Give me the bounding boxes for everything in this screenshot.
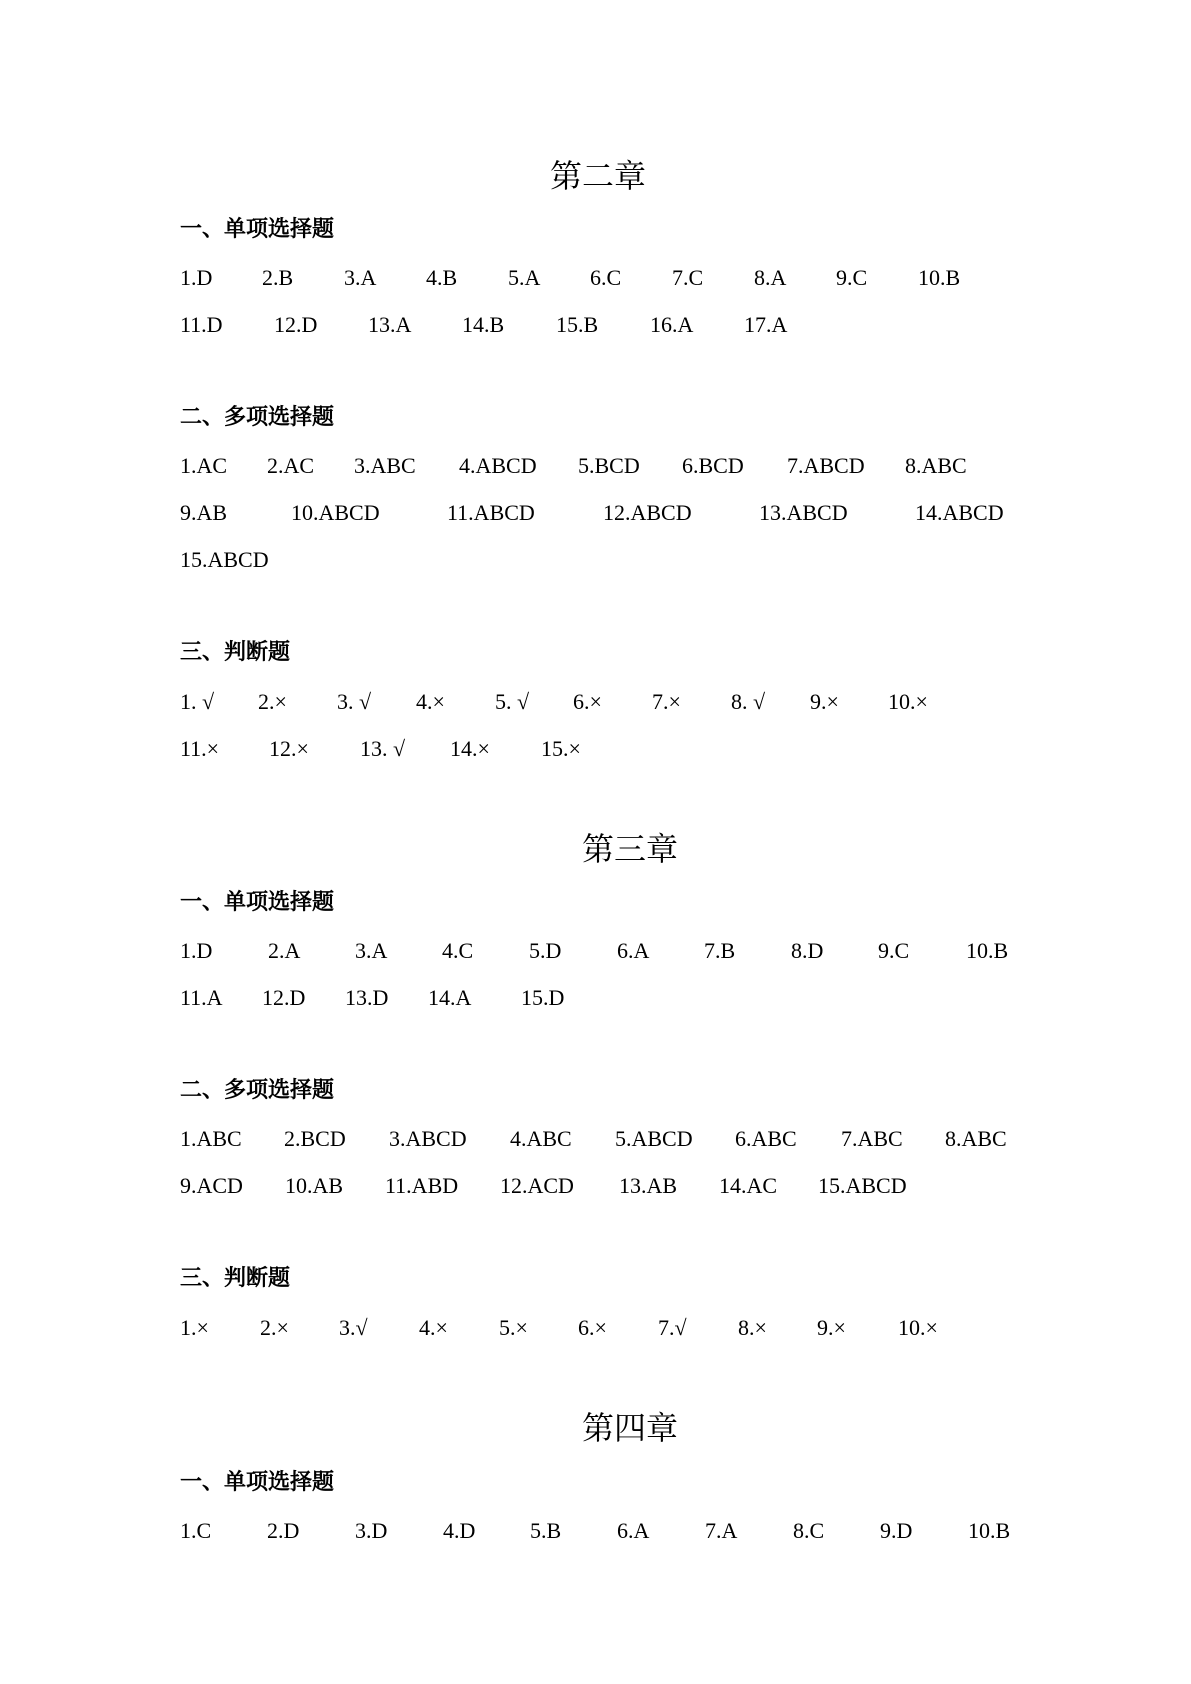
answer-item: 6.×	[573, 689, 602, 714]
chapter-title: 第三章	[582, 831, 679, 867]
answer-item: 9.×	[817, 1315, 846, 1340]
section-title: 三、判断题	[180, 1266, 291, 1291]
answer-item: 11.×	[180, 736, 220, 761]
answer-item: 1.C	[180, 1518, 212, 1543]
answer-item: 5.A	[508, 265, 541, 290]
answer-item: 10.B	[918, 265, 961, 290]
chapter-title: 第二章	[550, 158, 647, 194]
answer-item: 11.D	[180, 312, 223, 337]
section-title: 三、判断题	[180, 640, 291, 665]
answer-item: 13.AB	[619, 1173, 678, 1198]
answer-item: 14.ABCD	[915, 500, 1004, 525]
answer-item: 2.D	[267, 1518, 300, 1543]
answer-item: 11.A	[180, 985, 223, 1010]
answer-item: 10.ABCD	[291, 500, 380, 525]
answer-item: 1.AC	[180, 453, 228, 478]
answer-item: 15.B	[556, 312, 599, 337]
answer-item: 9.D	[880, 1518, 913, 1543]
answer-item: 7.A	[705, 1518, 738, 1543]
answer-item: 1.D	[180, 265, 213, 290]
answer-item: 3.A	[355, 938, 388, 963]
answer-item: 9.C	[878, 938, 910, 963]
answer-item: 10.×	[888, 689, 928, 714]
answer-item: 2.×	[260, 1315, 289, 1340]
answer-item: 8.×	[738, 1315, 767, 1340]
answer-item: 14.AC	[719, 1173, 778, 1198]
answer-item: 7.ABC	[841, 1126, 903, 1151]
answer-item: 1.D	[180, 938, 213, 963]
answer-item: 14.×	[450, 736, 490, 761]
answer-item: 11.ABD	[385, 1173, 459, 1198]
answer-item: 4.×	[416, 689, 445, 714]
answer-item: 13. √	[360, 736, 406, 761]
answer-item: 16.A	[650, 312, 694, 337]
chapter-title: 第四章	[582, 1410, 679, 1446]
answer-item: 15.ABCD	[180, 547, 269, 572]
answer-item: 5.D	[529, 938, 562, 963]
answer-item: 4.D	[443, 1518, 476, 1543]
answer-item: 5.ABCD	[615, 1126, 693, 1151]
answer-item: 3.ABC	[354, 453, 416, 478]
answer-item: 7.√	[658, 1315, 687, 1340]
answer-item: 15.ABCD	[818, 1173, 907, 1198]
answer-item: 4.C	[442, 938, 474, 963]
section-title: 二、多项选择题	[180, 1078, 335, 1103]
answer-item: 15.D	[521, 985, 565, 1010]
answer-item: 2.×	[258, 689, 287, 714]
answer-item: 10.B	[968, 1518, 1011, 1543]
answer-item: 8.ABC	[905, 453, 967, 478]
answer-item: 3.A	[344, 265, 377, 290]
answer-item: 9.×	[810, 689, 839, 714]
answer-item: 4.B	[426, 265, 458, 290]
answer-item: 13.A	[368, 312, 412, 337]
answer-item: 14.A	[428, 985, 472, 1010]
answer-item: 9.C	[836, 265, 868, 290]
answer-item: 12.×	[269, 736, 309, 761]
answer-item: 1.ABC	[180, 1126, 242, 1151]
answer-item: 6.C	[590, 265, 622, 290]
answer-item: 8. √	[731, 689, 766, 714]
answer-item: 8.A	[754, 265, 787, 290]
answer-item: 2.AC	[267, 453, 315, 478]
answer-item: 13.D	[345, 985, 389, 1010]
answer-item: 2.BCD	[284, 1126, 346, 1151]
answer-item: 1. √	[180, 689, 215, 714]
answer-item: 5.BCD	[578, 453, 640, 478]
answer-item: 7.×	[652, 689, 681, 714]
answer-item: 14.B	[462, 312, 505, 337]
answer-item: 8.C	[793, 1518, 825, 1543]
answer-item: 4.×	[419, 1315, 448, 1340]
answer-item: 11.ABCD	[447, 500, 535, 525]
answer-item: 5.×	[499, 1315, 528, 1340]
section-title: 二、多项选择题	[180, 405, 335, 430]
answer-item: 1.×	[180, 1315, 209, 1340]
answer-item: 2.A	[268, 938, 301, 963]
answer-item: 9.AB	[180, 500, 228, 525]
answer-item: 7.ABCD	[787, 453, 865, 478]
section-title: 一、单项选择题	[180, 890, 335, 915]
answer-item: 6.A	[617, 938, 650, 963]
answer-item: 4.ABC	[510, 1126, 572, 1151]
answer-item: 6.A	[617, 1518, 650, 1543]
answer-item: 3.D	[355, 1518, 388, 1543]
answer-item: 6.×	[578, 1315, 607, 1340]
answer-item: 8.D	[791, 938, 824, 963]
answer-item: 8.ABC	[945, 1126, 1007, 1151]
answer-item: 10.×	[898, 1315, 938, 1340]
section-title: 一、单项选择题	[180, 217, 335, 242]
answer-item: 2.B	[262, 265, 294, 290]
answer-item: 10.AB	[285, 1173, 344, 1198]
answer-item: 12.D	[262, 985, 306, 1010]
answer-item: 17.A	[744, 312, 788, 337]
answer-item: 6.ABC	[735, 1126, 797, 1151]
answer-item: 7.C	[672, 265, 704, 290]
answer-item: 13.ABCD	[759, 500, 848, 525]
answer-item: 12.ACD	[500, 1173, 574, 1198]
answer-item: 3.ABCD	[389, 1126, 467, 1151]
answer-item: 15.×	[541, 736, 581, 761]
answer-item: 5. √	[495, 689, 530, 714]
answer-item: 12.D	[274, 312, 318, 337]
answer-item: 3. √	[337, 689, 372, 714]
answer-item: 5.B	[530, 1518, 562, 1543]
answer-item: 6.BCD	[682, 453, 744, 478]
answer-item: 9.ACD	[180, 1173, 243, 1198]
answer-item: 4.ABCD	[459, 453, 537, 478]
answer-item: 7.B	[704, 938, 736, 963]
answer-item: 10.B	[966, 938, 1009, 963]
section-title: 一、单项选择题	[180, 1470, 335, 1495]
answer-item: 3.√	[339, 1315, 368, 1340]
answer-item: 12.ABCD	[603, 500, 692, 525]
